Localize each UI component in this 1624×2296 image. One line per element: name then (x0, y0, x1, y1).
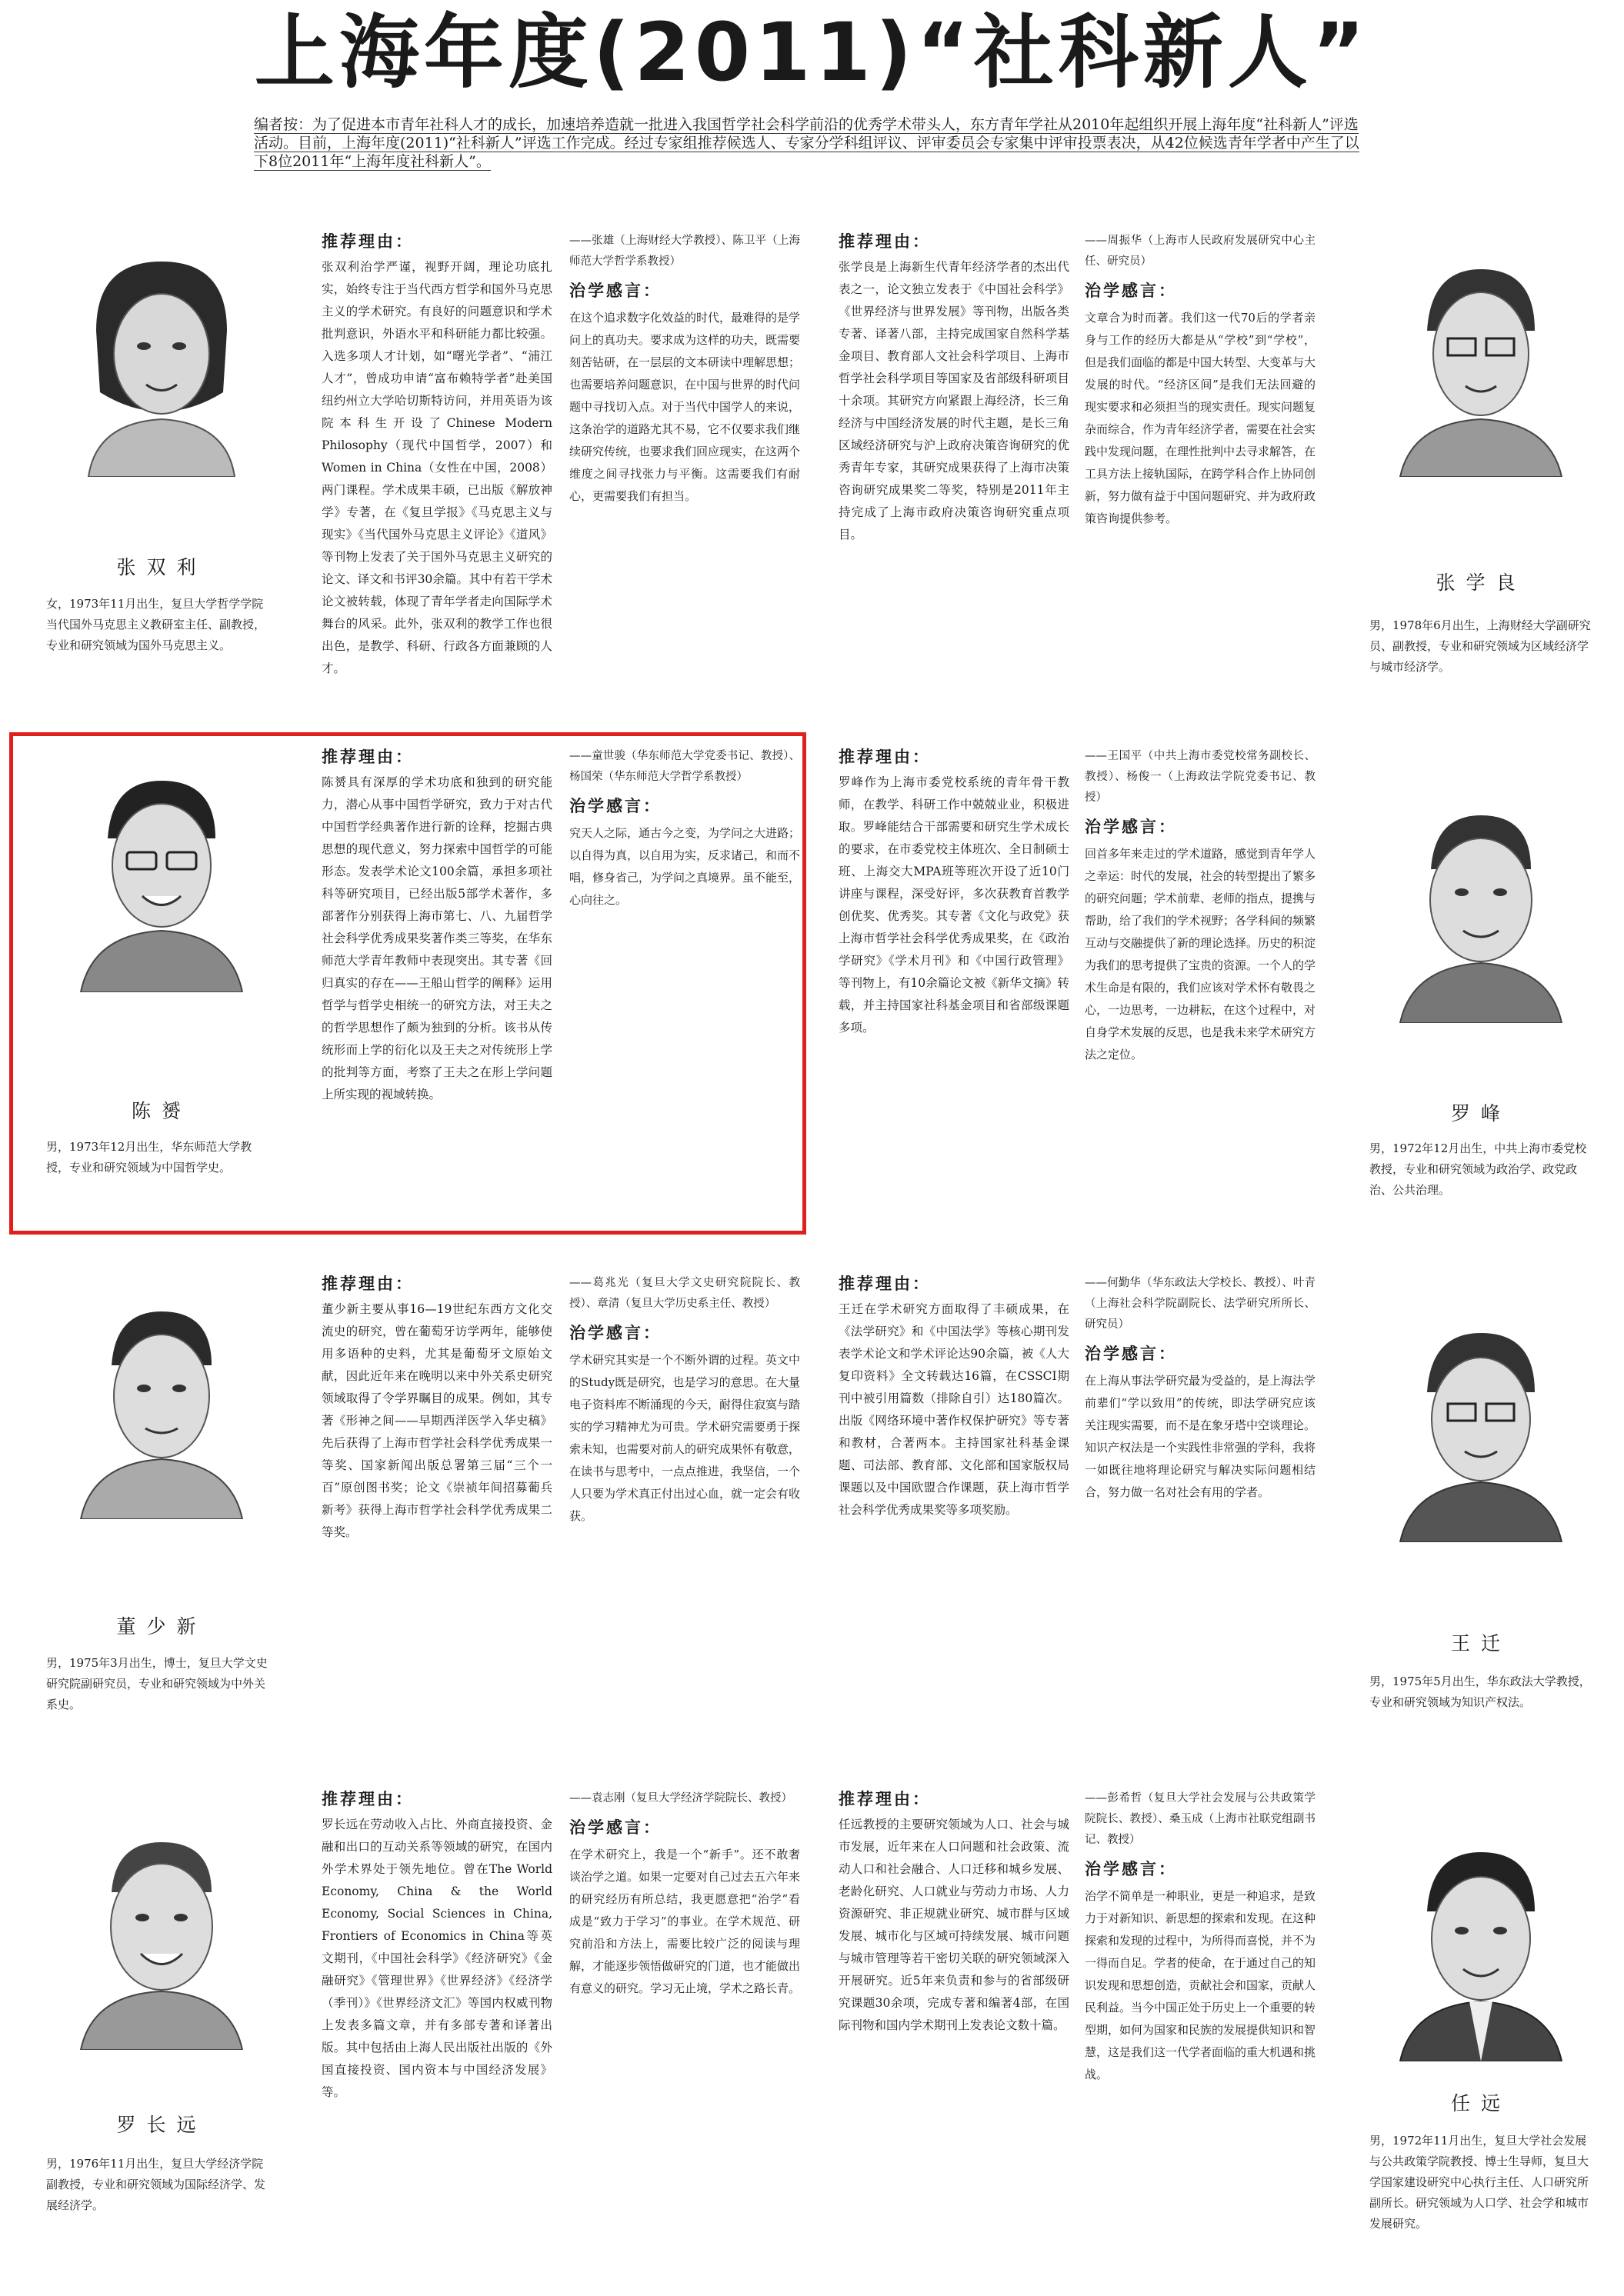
reason-heading: 推荐理由： (322, 232, 414, 251)
person-name: 张学良 (1436, 572, 1526, 594)
reason-text: 罗峰作为上海市委党校系统的青年骨干教师，在教学、科研工作中兢兢业业，积极进取。罗峰能结合干部需要和研究生学术成长的要求，在市委党校主体班次、全日制硕士班、上海交大MPA班等班次开设了近10门讲座与课程，深受好评，多次获教育首教学创优奖、优秀奖。其专著《文化与政党》获上海市哲学社会科学优秀成果奖，在《政治学研究》《学术月刊》和《中国行政管理》等刊物上，有10余篇论文被《新华文摘》转载，并主持国家社科基金项目和省部级课题多项。 (839, 775, 1069, 1035)
person-bio: 男，1972年11月出生，复旦大学社会发展与公共政策学院教授、博士生导师，复旦大学国家建设研究中心执行主任、人口研究所副所长。研究领域为人口学、社会学和城市发展研究。 (1369, 2134, 1589, 2231)
person-bio: 女，1973年11月出生，复旦大学哲学学院当代国外马克思主义教研室主任、副教授，专业和研究领域为国外马克思主义。 (46, 597, 266, 652)
portrait-luo-changyuan (65, 1819, 258, 2050)
reason-heading: 推荐理由： (839, 232, 931, 251)
reason-column (839, 1788, 1069, 2037)
motto-text: 治学不简单是一种职业，更是一种追求，是致力于对新知识、新思想的探索和发现。在这种探索和发现的过程中，为所得而喜悦，并不为一得而自足。学者的使命，在于通过自己的知识发现和思想创造，贡献社会和国家，贡献人民利益。当今中国正处于历史上一个重要的转型期，如何为国家和民族的发展提供知识和智慧，这是我们这一代学者面临的重大机遇和挑战。 (1085, 1889, 1316, 2081)
profile-zhang-shuangli (23, 231, 831, 738)
side-column (1085, 1273, 1316, 1504)
motto-text: 在学术研究上，我是一个“新手”。还不敢奢谈治学之道。如果一定要对自己过去五六年来的研究经历有所总结，我更愿意把“治学”看成是“致力于学习”的事业。在学术规范、研究前沿和方法上，需要比较广泛的阅读与理解，才能逐步领悟做研究的门道，也才能做出有意义的研究。学习无止境，学术之路长青。 (569, 1848, 801, 1995)
referees: ——何勤华（华东政法大学校长、教授）、叶青（上海社会科学院副院长、法学研究所所长、研究员） (1085, 1277, 1316, 1331)
reason-text: 张学良是上海新生代青年经济学者的杰出代表之一，论文独立发表于《中国社会科学》《世界经济与世界发展》等刊物，出版各类专著、译著八部，主持完成国家自然科学基金项目、教育部人文社会科学项目、上海市哲学社会科学项目等国家及省部级科研项目十余项。其研究方向紧跟上海经济，长三角经济与中国经济发展的时代主题，是长三角区域经济研究与沪上政府决策咨询研究的优秀青年专家，其研究成果获得了上海市决策咨询研究成果奖二等奖，特别是2011年主持完成了上海市政府决策咨询研究重点项目。 (839, 260, 1069, 542)
motto-text: 在上海从事法学研究最为受益的，是上海法学前辈们“学以致用”的传统，即法学研究应该关注现实需要，而不是在象牙塔中空谈理论。知识产权法是一个实践性非常强的学科，我将一如既往地将理论研究与解决实际问题相结合，努力做一名对社会有用的学者。 (1085, 1374, 1316, 1499)
portrait-dong-shaoxin (65, 1288, 258, 1519)
referees: ——张雄（上海财经大学教授）、陈卫平（上海师范大学哲学系教授） (569, 235, 800, 268)
reason-column (322, 231, 552, 680)
side-column (569, 231, 800, 508)
reason-text: 张双利治学严谨，视野开阔，理论功底扎实，始终专注于当代西方哲学和国外马克思主义的学术研究。有良好的问题意识和学术批判意识，外语水平和科研能力都比较强。入选多项人才计划，如“曙光学者”、“浦江人才”，曾成功申请“富布赖特学者”赴美国纽约州立大学哈切斯特访问，并用英语为该院本科生开设了Chinese Modern Philosophy（现代中国哲学，2007）和Women in China（女性在中国，2008）两门课程。学术成果丰硕，已出版《解放神学》专著，在《复旦学报》《马克思主义与现实》《当代国外马克思主义评论》《道风》等刊物上发表了关于国外马克思主义研究的论文、译文和书评30余篇。其中有若干学术论文被转载，体现了青年学者走向国际学术舞台的风采。此外，张双利的教学工作也很出色，是教学、科研、行政各方面兼顾的人才。 (322, 260, 552, 675)
referees: ——葛兆光（复旦大学文史研究院院长、教授）、章清（复旦大学历史系主任、教授） (569, 1277, 800, 1310)
referees: ——袁志刚（复旦大学经济学院院长、教授） (569, 1792, 792, 1804)
profile-luo-changyuan (23, 1788, 831, 2296)
portrait-wang-qian (1385, 1311, 1577, 1542)
referees: ——童世骏（华东师范大学党委书记、教授）、杨国荣（华东师范大学哲学系教授） (569, 750, 800, 783)
person-name: 任远 (1450, 2092, 1511, 2114)
editor-note-text: 编者按：为了促进本市青年社科人才的成长，加速培养造就一批进入我国哲学社会科学前沿的优秀学术带头人，东方青年学社从2010年起组织开展上海年度“社科新人”评选活动。目前，上海年度(2011)“社科新人”评选工作完成。经过专家组推荐候选人、专家分学科组评议、评审委员会专家集中评审投票表决，从42位候选青年学者中产生了以下8位2011年“上海年度社科新人”。 (254, 116, 1359, 170)
motto-heading: 治学感言： (1085, 1860, 1177, 1878)
reason-heading: 推荐理由： (322, 1790, 414, 1808)
side-column (569, 1273, 800, 1528)
motto-text: 回首多年来走过的学术道路，感觉到青年学人之幸运：时代的发展，社会的转型提出了繁多的研究问题；学术前辈、老师的指点，提携与帮助，给了我们的学术视野；各学科间的频繁互动与交融提供了新的理论选择。历史的积淀为我们的思考提供了宝贵的资源。一个人的学术生命是有限的，我们应该对学术怀有敬畏之心，一边思考，一边耕耘，在这个过程中，对自身学术发展的反思，也是我未来学术研究方法之定位。 (1085, 847, 1316, 1061)
highlight-box (9, 732, 806, 1235)
reason-heading: 推荐理由： (839, 1275, 931, 1293)
profile-zhang-xueliang (831, 231, 1624, 738)
person-name: 罗长远 (116, 2114, 207, 2136)
portrait-zhang-shuangli (65, 246, 258, 477)
motto-heading: 治学感言： (569, 1324, 662, 1342)
motto-text: 文章合为时而著。我们这一代70后的学者亲身与工作的经历大都是从“学校”到“学校”，但是我们面临的都是中国大转型、大变革与大发展的时代。“经济区间”是我们无法回避的现实要求和必须担当的现实责任。现实问题复杂而综合，作为青年经济学者，需要在社会实践中发现问题，在理性批判中去寻求解答，在工具方法上接轨国际，在跨学科合作上协同创新，努力做有益于中国问题研究、并为政府政策咨询提供参考。 (1085, 311, 1316, 525)
motto-text: 在这个追求数字化效益的时代，最难得的是学问上的真功夫。要求成为这样的功夫，既需要刻苦钻研，在一层层的文本研读中理解思想；也需要培养问题意识，在中国与世界的时代问题中寻找切入点。对于当代中国学人的来说，这条治学的道路尤其不易，它不仅要求我们继续研究传统，也要求我们回应现实，在这两个维度之间寻找张力与平衡。这需要我们有耐心，更需要我们有担当。 (569, 311, 801, 503)
motto-heading: 治学感言： (569, 282, 662, 300)
motto-heading: 治学感言： (1085, 282, 1177, 300)
reason-column (839, 746, 1069, 1039)
reason-text: 陈赟具有深厚的学术功底和独到的研究能力，潜心从事中国哲学研究，致力于对古代中国哲学经典著作进行新的诠释，挖掘古典思想的现代意义，努力探索中国哲学的可能形态。发表学术论文100余篇，承担多项社科等研究项目，已经出版5部学术著作，多部著作分别获得上海市第七、八、九届哲学社会科学优秀成果奖著作类三等奖，在华东师范大学青年教师中表现突出。其专著《回归真实的存在——王船山哲学的阐释》运用哲学与哲学史相统一的研究方法，对王夫之的哲学思想作了颇为独到的分析。该书从传统形而上学的衍化以及王夫之对传统形上学的批判等方面，考察了王夫之在形上学问题上所实现的视域转换。 (322, 775, 552, 1101)
motto-text: 学术研究其实是一个不断外谓的过程。英文中的Study既是研究，也是学习的意思。在大量电子资料库不断涌现的今天，耐得住寂寞与踏实的学习精神尤为可贵。学术研究需要勇于探索未知，也需要对前人的研究成果怀有敬意，在读书与思考中，一点点推进，我坚信，一个人只要为学术真正付出过心血，就一定会有收获。 (569, 1353, 801, 1523)
reason-text: 罗长远在劳动收入占比、外商直接投资、金融和出口的互动关系等领域的研究，在国内外学术界处于领先地位。曾在The World Economy, China & the World Economy, Social Sciences in China, Frontiers of Economics in China等英文期刊，《中国社会科学》《经济研究》《金融研究》《管理世界》《世界经济》《经济学（季刊）》《世界经济文汇》等国内权威刊物上发表多篇文章，并有多部专著和译著出版。其中包括由上海人民出版社出版的《外国直接投资、国内资本与中国经济发展》等。 (322, 1818, 552, 2099)
profile-luo-feng (831, 746, 1624, 1254)
referees: ——彭希哲（复旦大学社会发展与公共政策学院院长、教授）、桑玉成（上海市社联党组副书记、教授） (1085, 1792, 1316, 1846)
reason-column (322, 1788, 552, 2104)
editor-note (254, 115, 1362, 171)
person-name: 董少新 (116, 1615, 207, 1638)
side-column (1085, 231, 1316, 530)
side-column (1085, 1788, 1316, 2086)
portrait-zhang-xueliang (1385, 246, 1577, 477)
reason-text: 董少新主要从事16—19世纪东西方文化交流史的研究，曾在葡萄牙访学两年，能够使用多语种的史料，尤其是葡萄牙文原始文献，因此近年来在晚明以来中外关系史研究领域取得了令学界瞩目的成果。例如，其专著《形神之间——早期西洋医学入华史稿》先后获得了上海市哲学社会科学优秀成果一等奖、国家新闻出版总署第三届“三个一百”原创图书奖；论文《崇祯年间招募葡兵新考》获得上海市哲学社会科学优秀成果二等奖。 (322, 1302, 552, 1539)
person-bio: 男，1978年6月出生，上海财经大学副研究员、副教授，专业和研究领域为区域经济学与城市经济学。 (1369, 618, 1591, 674)
person-name: 王迁 (1450, 1632, 1511, 1655)
reason-heading: 推荐理由： (839, 1790, 931, 1808)
referees: ——王国平（中共上海市委党校常务副校长、教授）、杨俊一（上海政法学院党委书记、教授） (1085, 750, 1316, 804)
side-column (569, 1788, 800, 2000)
person-name: 陈赟 (131, 1100, 192, 1122)
profile-wang-qian (831, 1273, 1624, 1781)
motto-heading: 治学感言： (1085, 818, 1177, 836)
person-name: 张双利 (116, 556, 207, 578)
referees: ——周振华（上海市人民政府发展研究中心主任、研究员） (1085, 235, 1316, 268)
reason-heading: 推荐理由： (839, 748, 931, 766)
person-bio: 男，1972年12月出生，中共上海市委党校教授，专业和研究领域为政治学、政党政治、公共治理。 (1369, 1141, 1587, 1197)
motto-text: 究天人之际，通古今之变，为学问之大进路；以自得为真，以自用为实，反求诸己，和而不唱，修身省己，为学问之真境界。虽不能至，心向往之。 (569, 826, 801, 907)
portrait-luo-feng (1385, 792, 1577, 1023)
reason-text: 王迁在学术研究方面取得了丰硕成果，在《法学研究》和《中国法学》等核心期刊发表学术论文和学术评论达90余篇，被《人大复印资料》全文转载达16篇，在CSSCI期刊中被引用篇数（排除自引）达180篇次。出版《网络环境中著作权保护研究》等专著和教材，合著两本。主持国家社科基金课题、司法部、教育部、文化部和国家版权局课题以及中国欧盟合作课题，获上海市哲学社会科学优秀成果奖等多项奖励。 (839, 1302, 1069, 1517)
reason-column (839, 1273, 1069, 1521)
reason-heading: 推荐理由： (322, 748, 414, 766)
profile-dong-shaoxin (23, 1273, 831, 1781)
motto-heading: 治学感言： (569, 1818, 662, 1837)
person-bio: 男，1975年3月出生，博士，复旦大学文史研究院副研究员，专业和研究领域为中外关系史。 (46, 1656, 268, 1711)
motto-heading: 治学感言： (1085, 1345, 1177, 1363)
reason-text: 任远教授的主要研究领域为人口、社会与城市发展，近年来在人口问题和社会政策、流动人口和社会融合、人口迁移和城乡发展、老龄化研究、人口就业与劳动力市场、人力资源研究、非正规就业研究、城市群与区域发展、城市化与区域可持续发展、城市问题与城市管理等若干密切关联的研究领域深入开展研究。近5年来负责和参与的省部级研究课题30余项，完成专著和编著4部，在国际刊物和国内学术期刊上发表论文数十篇。 (839, 1818, 1069, 2032)
person-bio: 男，1975年5月出生，华东政法大学教授，专业和研究领域为知识产权法。 (1369, 1675, 1591, 1709)
profile-ren-yuan (831, 1788, 1624, 2296)
reason-column (322, 1273, 552, 1544)
page-title: 上海年度(2011)“社科新人” (254, 5, 1370, 99)
reason-column (839, 231, 1069, 546)
person-bio: 男，1976年11月出生，复旦大学经济学院副教授，专业和研究领域为国际经济学、发展经济学。 (46, 2157, 266, 2212)
portrait-ren-yuan (1385, 1831, 1577, 2061)
person-bio: 男，1973年12月出生，华东师范大学教授，专业和研究领域为中国哲学史。 (46, 1140, 252, 1175)
person-name: 罗峰 (1450, 1102, 1511, 1125)
reason-heading: 推荐理由： (322, 1275, 414, 1293)
side-column (1085, 746, 1316, 1066)
motto-heading: 治学感言： (569, 797, 662, 815)
